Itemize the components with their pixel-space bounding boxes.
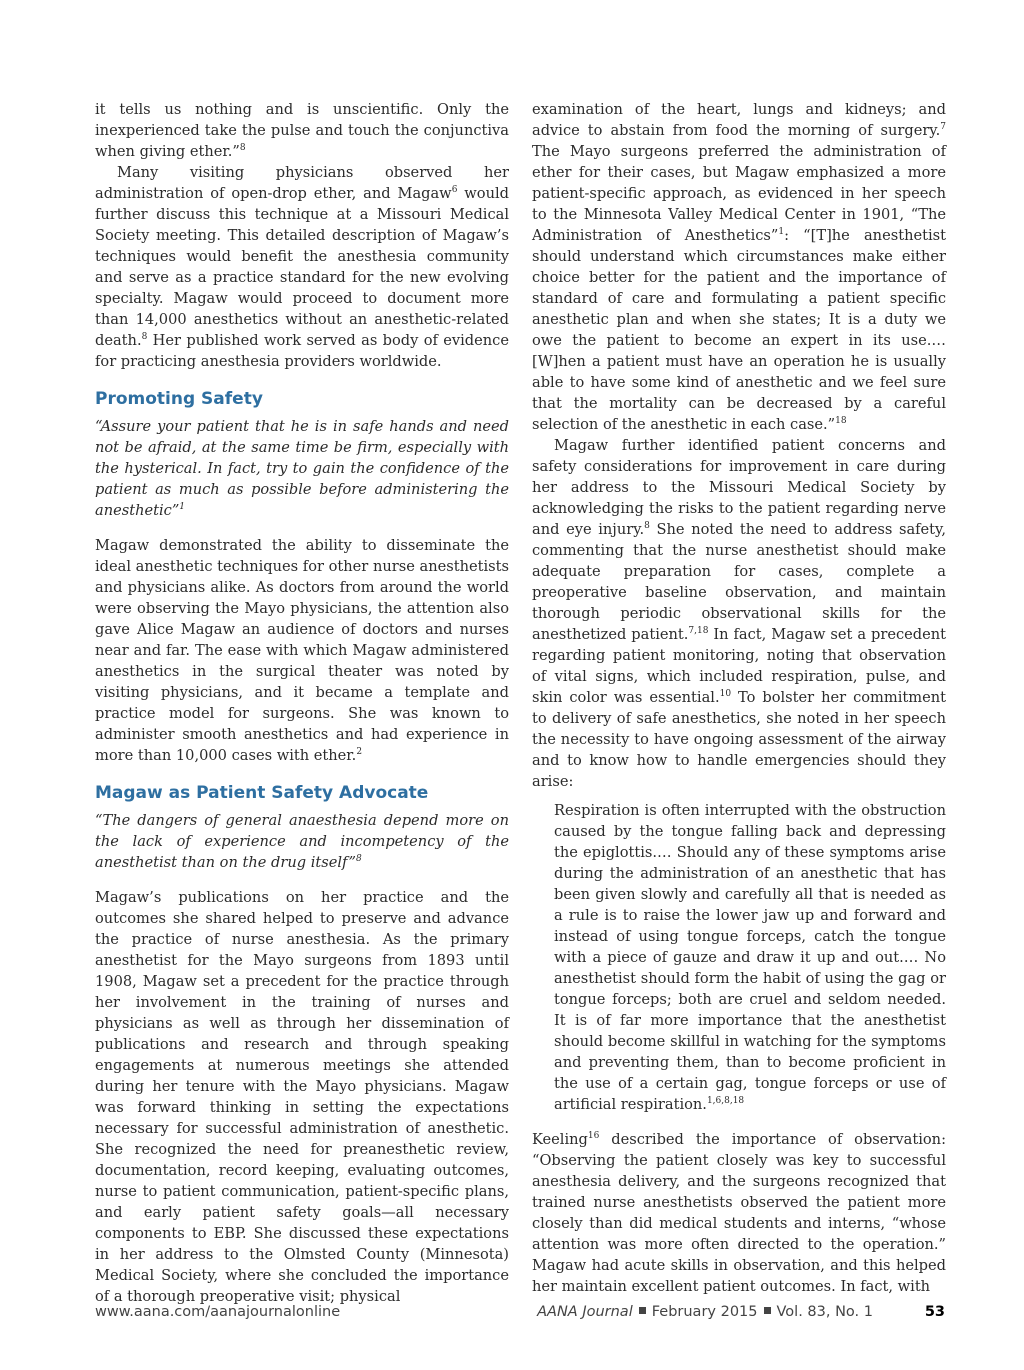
citation-ref: 1	[778, 227, 785, 237]
citation-ref: 10	[719, 689, 732, 699]
left-column	[95, 99, 509, 1307]
block-quote: Respiration is often interrupted with the obstruction caused by the tongue falling back and depressing the epiglottis.… Should any of these symptoms arise during the administration of an anesthetic that has been given slowly and carefully all that is needed as a rule is to raise the lower jaw up and forward and instead of using tongue forceps, catch the tongue with a piece of gauze and draw it up and out.… No anesthetist should form the habit of using the gag or tongue forceps; both are cruel and seldom needed. It is of far more importance that the anesthetist should become skillful in watching for the symptoms and preventing them, than to become proficient in the use of a certain gag, tongue forceps or use of artificial respiration.$^{1,6,8,18}$	[554, 802, 946, 1113]
citation-ref: 2	[356, 747, 363, 757]
epigraph: “The dangers of general anaesthesia depend more on the lack of experience and incompetency of the anesthetist than on the drug itself”$^8$	[95, 812, 509, 871]
paragraph: Magaw’s publications on her practice and the outcomes she shared helped to preserve and advance the practice of nurse anesthesia. As the primary anesthetist for the Mayo surgeons from 1893 until 1908, Magaw set a precedent for the practice through her involvement in the training of nurses and physicians as well as through her dissemination of publications and research and through speaking engagements at numerous meetings she attended during her tenure with the Mayo physicians. Magaw was forward thinking in setting the expectations necessary for successful administration of anesthetic. She recognized the need for preanesthetic review, documentation, record keeping, evaluating outcomes, nurse to patient communication, patient-specific plans, and early patient safety goals—all necessary components to EBP. She discussed these expectations in her address to the Olmsted County (Minnesota) Medical Society, where she concluded the importance of a thorough preoperative visit; physical	[95, 889, 509, 1305]
citation-ref: 1,6,8,18	[706, 1096, 745, 1106]
citation-ref: 8	[644, 521, 650, 531]
right-column	[532, 99, 946, 1297]
citation-ref: 8	[141, 332, 148, 342]
paragraph: examination of the heart, lungs and kidneys; and advice to abstain from food the morning of surgery.$^7$ The Mayo surgeons preferred the administration of ether for their cases, but Magaw emphasized a more patient-specific approach, as evidenced in her speech to the Minnesota Valley Medical Center in 1901, “The Administration of Anesthetics”$^1$: “[T]he anesthetist should understand which circumstances make either choice better for the patient and the importance of standard of care and formulating a patient specific anesthetic plan and when she states; It is a duty we owe the patient to become an expert in its use.… [W]hen a patient must have an operation he is usually able to have some kind of anesthetic and we feel sure that the mortality can be decreased by a careful selection of the anesthetic in each case.”$^{18}$	[532, 101, 946, 433]
section-heading-promoting-safety: Promoting Safety	[95, 389, 263, 409]
citation-ref: 8	[355, 854, 362, 864]
page-number: 53	[924, 1304, 945, 1320]
bullet-separator	[639, 1307, 646, 1314]
citation-ref: 16	[587, 1131, 600, 1141]
section-heading-patient-safety-advocate: Magaw as Patient Safety Advocate	[95, 783, 429, 803]
paragraph: Magaw further identified patient concerns and safety considerations for improvement in care during her address to the Missouri Medical Society by acknowledging the risks to the patient regarding nerve and eye injury.$^8$ She noted the need to address safety, commenting that the nurse anesthetist should make adequate preparation for cases, complete a preoperative baseline observation, and maintain thorough periodic observational skills for the anesthetized patient.$^{7,18}$ In fact, Magaw set a precedent regarding patient monitoring, noting that observation of vital signs, which included respiration, pulse, and skin color was essential.$^{10}$ To bolster her commitment to delivery of safe anesthetics, she noted in her speech the necessity to have ongoing assessment of the airway and to know how to handle emergencies should they arise:	[532, 437, 947, 790]
page-footer	[95, 1304, 945, 1324]
citation-ref: 7	[940, 122, 946, 132]
journal-url[interactable]: www.aana.com/aanajournalonline	[95, 1304, 341, 1320]
citation-ref: 18	[835, 416, 847, 426]
epigraph: “Assure your patient that he is in safe hands and need not be afraid, at the same time be firm, especially with the hysterical. In fact, try to gain the confidence of the patient as much as possible before administering the anesthetic”$^1$	[95, 418, 509, 519]
paragraph: it tells us nothing and is unscientific. Only the inexperienced take the pulse and touch the conjunctiva when giving ether.”$^8$	[95, 101, 509, 160]
paragraph: Magaw demonstrated the ability to disseminate the ideal anesthetic techniques for other nurse anesthetists and physicians alike. As doctors from around the world were observing the Mayo physicians, the attention also gave Alice Magaw an audience of doctors and nurses near and far. The ease with which Magaw administered anesthetics in the surgical theater was noted by visiting physicians, and it became a template and practice model for surgeons. She was known to administer smooth anesthetics and had experience in more than 10,000 cases with ether.$^2$	[95, 537, 509, 764]
paragraph: Many visiting physicians observed her administration of open-drop ether, and Magaw$^6$ would further discuss this technique at a Missouri Medical Society meeting. This detailed description of Magaw’s techniques would benefit the anesthesia community and serve as a practice standard for the new evolving specialty. Magaw would proceed to document more than 14,000 anesthetics without an anesthetic-related death.$^8$ Her published work served as body of evidence for practicing anesthesia providers worldwide.	[95, 164, 509, 370]
journal-citation: AANA Journal February 2015 Vol. 83, No. 1	[537, 1304, 873, 1320]
citation-ref: 6	[451, 185, 458, 195]
citation-ref: 7,18	[688, 626, 709, 636]
citation-ref: 8	[239, 143, 246, 153]
bullet-separator	[764, 1307, 771, 1314]
citation-ref: 1	[179, 502, 186, 512]
paragraph: Keeling$^{16}$ described the importance of observation: “Observing the patient closely was key to successful anesthesia delivery, and the surgeons recognized that trained nurse anesthetists observed the patient more closely than did medical students and interns, “whose attention was more often directed to the operation.” Magaw had acute skills in observation, and this helped her maintain excellent patient outcomes. In fact, with	[532, 1131, 946, 1295]
